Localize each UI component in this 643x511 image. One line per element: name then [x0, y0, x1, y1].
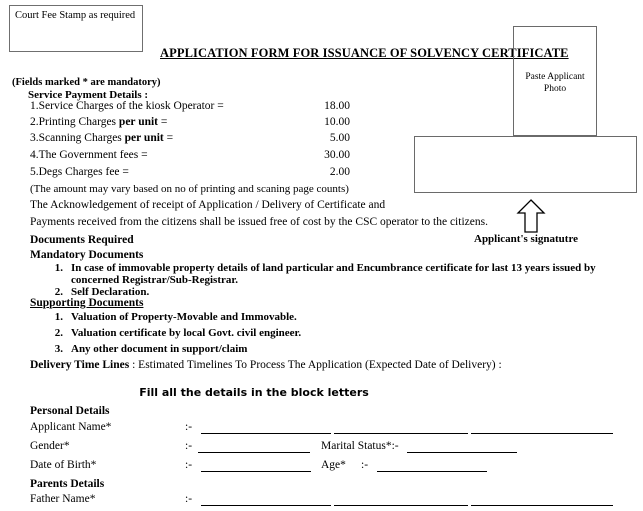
gender-colon: :- [185, 440, 193, 452]
applicant-name-colon: :- [185, 421, 193, 433]
fee-label: 5.Degs Charges fee = [30, 166, 129, 178]
list-item-label: Valuation certificate by local Govt. civil engineer. [71, 327, 302, 339]
age-input[interactable] [377, 460, 487, 472]
father-name-input-1[interactable] [201, 494, 331, 506]
list-item-number: 3. [54, 343, 63, 355]
delivery-timelines-value: : Estimated Timelines To Process The Application (Expected Date of Delivery) : [129, 359, 502, 371]
acknowledgement-line-2: Payments received from the citizens shall be issued free of cost by the CSC operator to the citizens. [30, 216, 488, 228]
list-item-label: Self Declaration. [71, 286, 150, 298]
photo-box-line-2: Photo [543, 84, 567, 94]
fee-row [30, 100, 350, 116]
field-row-gender-marital [30, 440, 643, 458]
date-of-birth-label: Date of Birth* [30, 459, 97, 471]
father-name-colon: :- [185, 493, 193, 505]
delivery-timelines-label: Delivery Time Lines [30, 359, 130, 371]
list-item-number: 2. [54, 286, 63, 298]
up-arrow-icon [516, 199, 546, 233]
service-payment-details-heading: Service Payment Details : [28, 89, 149, 101]
fee-label: 1.Service Charges of the kiosk Operator = [30, 100, 224, 112]
applicant-name-input-3[interactable] [471, 422, 613, 434]
field-row-dob-age [30, 459, 643, 477]
acknowledgement-line-1: The Acknowledgement of receipt of Application / Delivery of Certificate and [30, 199, 386, 211]
applicant-signature-box [414, 136, 637, 193]
court-fee-stamp-label: Court Fee Stamp as required [15, 10, 136, 21]
applicant-name-label: Applicant Name* [30, 421, 112, 433]
age-colon: :- [361, 459, 369, 471]
field-row-father-name [30, 493, 643, 511]
fee-label: 3.Scanning Charges per unit = [30, 132, 174, 144]
supporting-documents-heading: Supporting Documents [30, 297, 144, 309]
applicant-name-input-1[interactable] [201, 422, 331, 434]
gender-label: Gender* [30, 440, 70, 452]
court-fee-stamp-box [9, 5, 143, 52]
fee-amount: 10.00 [324, 116, 350, 128]
photo-box-text [514, 71, 596, 95]
block-letters-instruction: Fill all the details in the block letters [139, 386, 369, 399]
documents-required-heading: Documents Required [30, 234, 134, 246]
personal-details-heading: Personal Details [30, 405, 110, 417]
list-item-label: Valuation of Property-Movable and Immovable. [71, 311, 297, 323]
delivery-timelines [30, 359, 502, 371]
fee-amount: 2.00 [329, 166, 350, 178]
fee-amount: 18.00 [324, 100, 350, 112]
father-name-input-2[interactable] [334, 494, 468, 506]
father-name-input-3[interactable] [471, 494, 613, 506]
fee-variance-note: (The amount may vary based on no of printing and scaning page counts) [30, 183, 349, 195]
list-item-number: 2. [54, 327, 63, 339]
date-of-birth-input[interactable] [201, 460, 311, 472]
list-item-number: 1. [54, 311, 63, 323]
fee-amount: 5.00 [329, 132, 350, 144]
parents-details-heading: Parents Details [30, 478, 105, 490]
fee-label: 4.The Government fees = [30, 149, 148, 161]
list-item-number: 1. [54, 262, 63, 274]
fee-row [30, 116, 350, 132]
marital-status-input[interactable] [407, 441, 517, 453]
applicant-name-input-2[interactable] [334, 422, 468, 434]
paste-applicant-photo-box [513, 26, 597, 136]
father-name-label: Father Name* [30, 493, 96, 505]
gender-input[interactable] [198, 441, 310, 453]
fee-amount: 30.00 [324, 149, 350, 161]
date-of-birth-colon: :- [185, 459, 193, 471]
fee-label: 2.Printing Charges per unit = [30, 116, 168, 128]
marital-status-label: Marital Status*:- [321, 440, 399, 452]
mandatory-documents-heading: Mandatory Documents [30, 249, 144, 261]
applicant-signature-caption: Applicant's signatutre [474, 233, 579, 245]
age-label: Age* [321, 459, 346, 471]
fee-row [30, 132, 350, 148]
page-title: APPLICATION FORM FOR ISSUANCE OF SOLVENCY CERTIFICATE [160, 46, 569, 60]
fee-row [30, 166, 350, 182]
list-item-label: In case of immovable property details of land particular and Encumbrance certificate for last 13 years issued by concerned Registrar/Sub-Registrar. [71, 262, 596, 286]
fee-row [30, 149, 350, 165]
list-item-label: Any other document in support/claim [71, 343, 248, 355]
photo-box-line-1: Paste Applicant [525, 72, 585, 82]
mandatory-fields-note: (Fields marked * are mandatory) [12, 77, 161, 88]
field-row-applicant-name [30, 421, 643, 439]
